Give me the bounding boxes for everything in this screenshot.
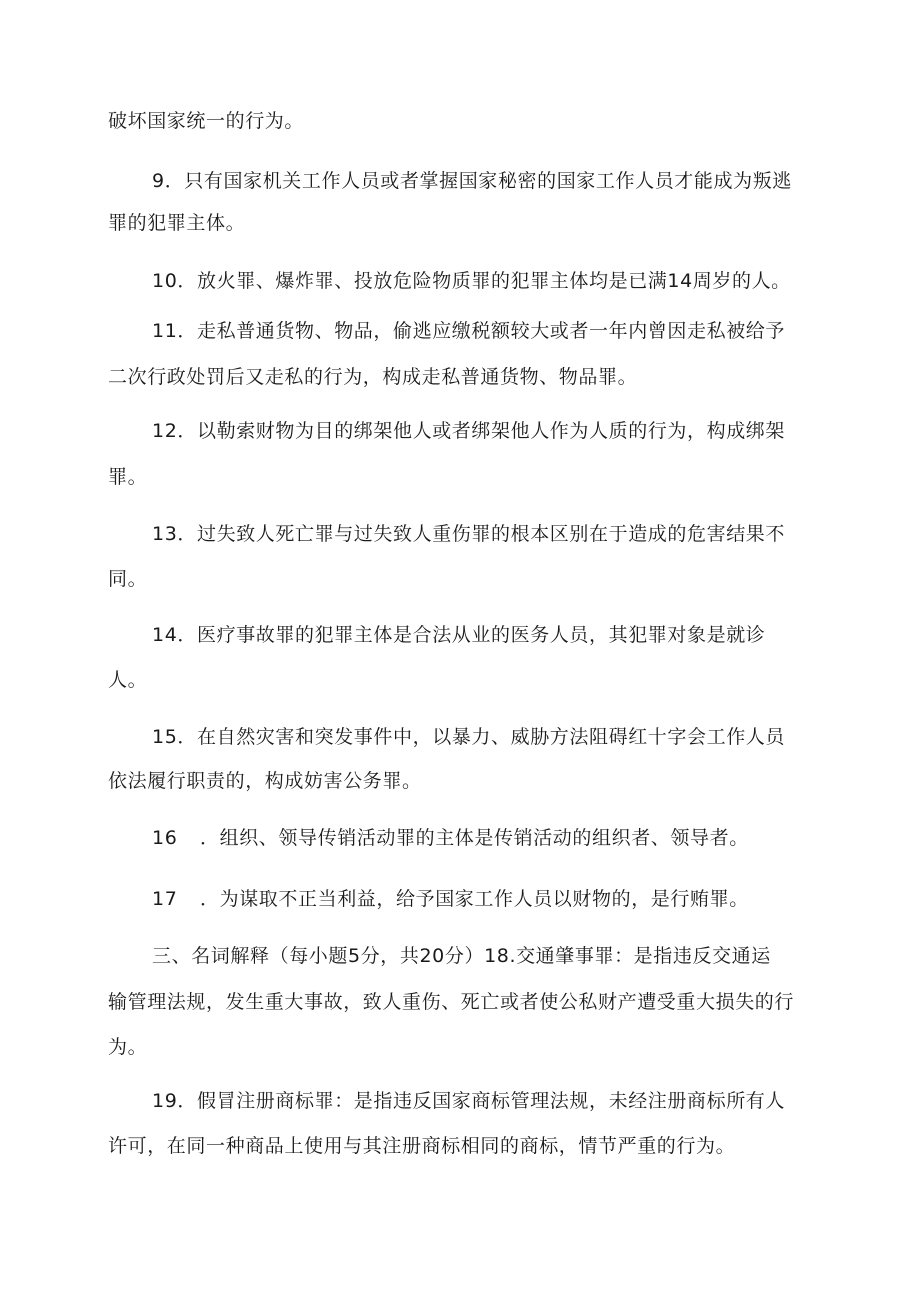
question-text: ．医疗事故罪的犯罪主体是合法从业的医务人员，其犯罪对象是就诊 — [177, 624, 766, 646]
question-text: ．走私普通货物、物品，偷逃应缴税额较大或者一年内曾因走私被给予 — [177, 320, 785, 342]
question-19-line-1 — [152, 1088, 812, 1114]
question-15-line-2: 依法履行职责的，构成妨害公务罪。 — [108, 770, 422, 792]
question-number: 16 — [152, 827, 178, 849]
question-number: 19 — [152, 1090, 178, 1112]
section-3-line-2: 输管理法规，发生重大事故，致人重伤、死亡或者使公私财产遭受重大损失的行 — [108, 991, 795, 1013]
paragraph-line: 破坏国家统一的行为。 — [108, 110, 305, 132]
question-9-line-2: 罪的犯罪主体。 — [108, 212, 246, 234]
question-number: 13 — [152, 523, 178, 545]
question-text: ．为谋取不正当利益，给予国家工作人员以财物的，是行贿罪。 — [200, 888, 749, 910]
question-15-line-1 — [152, 724, 812, 750]
question-text: ．只有国家机关工作人员或者掌握国家秘密的国家工作人员才能成为叛逃 — [164, 170, 792, 192]
question-11-line-2: 二次行政处罚后又走私的行为，构成走私普通货物、物品罪。 — [108, 366, 638, 388]
question-number: 11 — [152, 320, 178, 342]
question-text: ．在自然灾害和突发事件中，以暴力、威胁方法阻碍红十字会工作人员 — [177, 726, 785, 748]
question-12-line-1 — [152, 418, 812, 444]
section-3-line-1: 三、名词解释（每小题5分，共20分）18.交通肇事罪：是指违反交通运 — [152, 945, 771, 967]
question-text: ．假冒注册商标罪：是指违反国家商标管理法规，未经注册商标所有人 — [177, 1090, 785, 1112]
question-16-line-1 — [152, 825, 812, 851]
question-number: 17 — [152, 888, 178, 910]
question-9-line-1 — [152, 168, 812, 194]
question-number: 10 — [152, 270, 178, 292]
question-text: ．过失致人死亡罪与过失致人重伤罪的根本区别在于造成的危害结果不 — [177, 523, 785, 545]
question-number: 9 — [152, 170, 165, 192]
question-10-line-1 — [152, 268, 812, 294]
question-number: 12 — [152, 420, 178, 442]
question-17-line-1 — [152, 886, 812, 912]
question-13-line-1 — [152, 521, 812, 547]
question-19-line-2: 许可，在同一种商品上使用与其注册商标相同的商标，情节严重的行为。 — [108, 1135, 736, 1157]
question-13-line-2: 同。 — [108, 568, 148, 590]
question-text: ．以勒索财物为目的绑架他人或者绑架他人作为人质的行为，构成绑架 — [177, 420, 785, 442]
question-14-line-1 — [152, 622, 812, 648]
question-text: ．组织、领导传销活动罪的主体是传销活动的组织者、领导者。 — [200, 827, 749, 849]
question-number: 14 — [152, 624, 178, 646]
question-14-line-2: 人。 — [108, 669, 148, 691]
question-number: 15 — [152, 726, 178, 748]
question-text: ．放火罪、爆炸罪、投放危险物质罪的犯罪主体均是已满14周岁的人。 — [177, 270, 791, 292]
question-12-line-2: 罪。 — [108, 466, 148, 488]
question-11-line-1 — [152, 318, 812, 344]
section-3-line-3: 为。 — [108, 1036, 148, 1058]
